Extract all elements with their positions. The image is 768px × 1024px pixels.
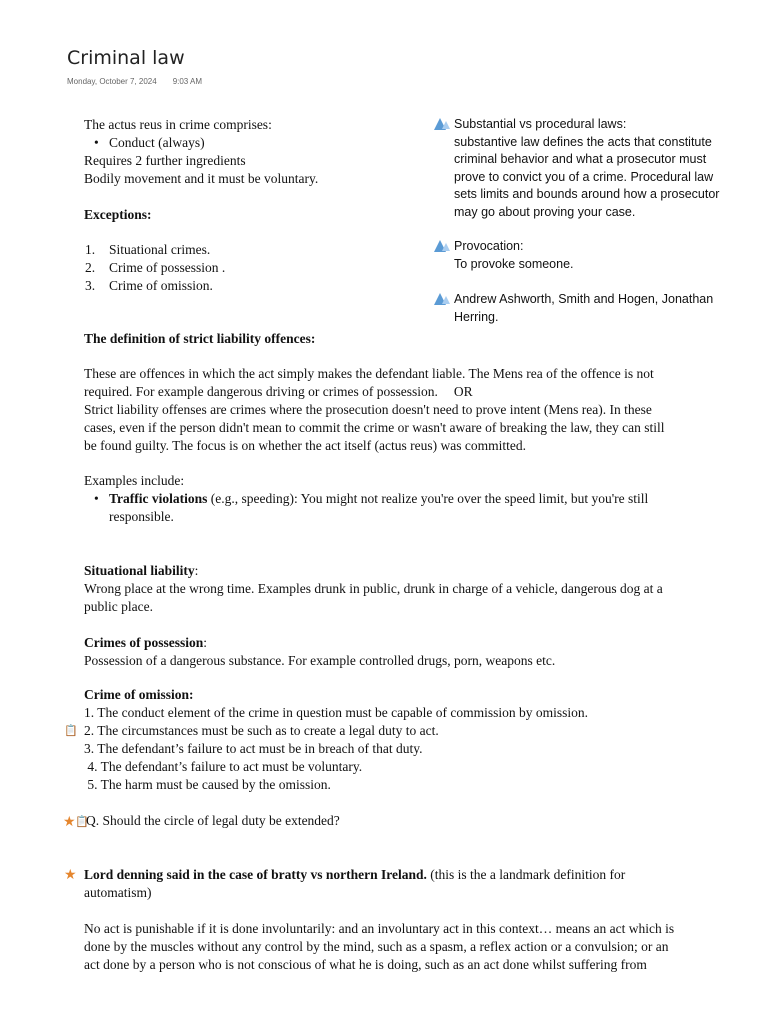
- page-meta: [67, 77, 202, 86]
- denning-rest: (this is the a landmark definition for: [426, 867, 626, 882]
- possession-colon: :: [203, 635, 208, 650]
- strict-line: required. For example dangerous driving or crimes of possession.: [84, 384, 438, 399]
- example-text-cont: responsible.: [109, 509, 174, 524]
- denning-bold: Lord denning said in the case of bratty vs northern Ireland.: [84, 867, 427, 882]
- bodily-line: Bodily movement and it must be voluntary.: [84, 171, 319, 186]
- situational-line: public place.: [84, 599, 153, 614]
- actus-reus-block: [84, 116, 404, 188]
- side-note-line: prove to convict you of a crime. Procedural law: [454, 169, 714, 184]
- side-note-line: Herring.: [454, 309, 499, 324]
- denning-block: [84, 866, 764, 902]
- important-triangle-icon: [434, 240, 446, 252]
- important-triangle-icon: [434, 118, 446, 130]
- examples-intro: Examples include:: [84, 473, 185, 488]
- omission-item: 1. The conduct element of the crime in question must be capable of commission by omission.: [84, 705, 589, 720]
- denning-line: [84, 866, 764, 884]
- denning-quote: [84, 920, 764, 974]
- side-note-substantive: [454, 116, 754, 221]
- or-label: OR: [453, 384, 473, 399]
- clipboard-tag-icon: 📋: [75, 815, 89, 828]
- side-note-line: substantive law defines the acts that constitute: [454, 134, 712, 149]
- example-bold: Traffic violations: [109, 491, 208, 506]
- exception-num: 3.: [85, 278, 96, 293]
- omission-item: 4. The defendant’s failure to act must be voluntary.: [84, 759, 363, 774]
- side-note-heading: Andrew Ashworth, Smith and Hogen, Jonathan: [454, 292, 714, 306]
- side-note-authors: [454, 291, 754, 326]
- exception-num: 2.: [85, 260, 96, 275]
- strict-line: be found guilty. The focus is on whether the act itself (actus reus) was committed.: [84, 438, 527, 453]
- strict-paragraph: [84, 365, 764, 455]
- exception-item: [84, 277, 404, 295]
- examples-block: [84, 472, 764, 526]
- side-note-line: criminal behavior and what a prosecutor must: [454, 152, 707, 166]
- situational-line: Wrong place at the wrong time. Examples drunk in public, drunk in charge of a vehicle, dangerous dog at a: [84, 581, 663, 596]
- exception-text: Crime of omission.: [109, 278, 213, 293]
- exception-item: [84, 241, 404, 259]
- omission-item: 2. The circumstances must be such as to create a legal duty to act.: [84, 723, 439, 738]
- strict-line: These are offences in which the act simply makes the defendant liable. The Mens rea of the offence is not: [84, 366, 654, 381]
- side-note-line: To provoke someone.: [454, 256, 574, 271]
- clipboard-tag-icon: 📋: [64, 724, 78, 737]
- omission-heading: Crime of omission:: [84, 687, 194, 702]
- star-icon: ★: [63, 814, 76, 830]
- strict-line: cases, even if the person didn't mean to commit the crime or wasn't aware of breaking the law, they can still: [84, 420, 665, 435]
- important-triangle-icon: [434, 293, 446, 305]
- side-note-line: may go about proving your case.: [454, 204, 636, 219]
- situational-colon: :: [194, 563, 199, 578]
- side-note-heading: Substantial vs procedural laws:: [454, 117, 627, 131]
- example-text: (e.g., speeding): You might not realize you're over the speed limit, but you're still: [207, 491, 649, 506]
- quote-line: act done by a person who is not conscious of what he is doing, such as an act done whilst suffering from: [84, 957, 647, 972]
- star-icon: ★: [64, 867, 77, 883]
- page-date: Monday, October 7, 2024: [67, 77, 157, 86]
- strict-line-with-or: [84, 383, 764, 401]
- situational-block: [84, 562, 764, 616]
- omission-item: 3. The defendant’s failure to act must be in breach of that duty.: [84, 741, 423, 756]
- omission-block: [84, 686, 764, 794]
- requires-line: Requires 2 further ingredients: [84, 153, 246, 168]
- question-line: Q. Should the circle of legal duty be extended?: [86, 813, 340, 828]
- exception-text: Crime of possession .: [109, 260, 226, 275]
- page-title: Criminal law: [67, 47, 185, 69]
- possession-heading: Crimes of possession: [84, 635, 204, 650]
- strict-line: Strict liability offenses are crimes where the prosecution doesn't need to prove intent (Mens rea). In these: [84, 402, 652, 417]
- exception-text: Situational crimes.: [109, 242, 211, 257]
- exception-item: [84, 259, 404, 277]
- actus-bullet-list: [84, 134, 404, 152]
- possession-heading-line: [84, 634, 764, 652]
- actus-bullet: • Conduct (always): [84, 134, 404, 152]
- exceptions-list: [84, 241, 404, 295]
- quote-line: done by the muscles without any control by the mind, such as a spasm, a reflex action or a convulsion; or an: [84, 939, 669, 954]
- possession-line: Possession of a dangerous substance. For example controlled drugs, porn, weapons etc.: [84, 653, 556, 668]
- possession-block: [84, 634, 764, 670]
- examples-list: [84, 490, 764, 526]
- example-item: [84, 490, 764, 526]
- side-note-heading: Provocation:: [454, 239, 524, 253]
- omission-item: 5. The harm must be caused by the omission.: [84, 777, 331, 792]
- exception-num: 1.: [85, 242, 96, 257]
- situational-heading: Situational liability: [84, 563, 195, 578]
- situational-heading-line: [84, 562, 764, 580]
- exceptions-heading: Exceptions:: [84, 207, 152, 222]
- page-time: 9:03 AM: [172, 77, 203, 86]
- quote-line: No act is punishable if it is done involuntarily: and an involuntary act in this context… means an act which is: [84, 921, 675, 936]
- denning-line: automatism): [84, 885, 152, 900]
- strict-heading: The definition of strict liability offences:: [84, 331, 316, 346]
- actus-intro: The actus reus in crime comprises:: [84, 117, 272, 132]
- side-note-line: sets limits and bounds around how a prosecutor: [454, 187, 720, 201]
- side-note-provocation: [454, 238, 754, 273]
